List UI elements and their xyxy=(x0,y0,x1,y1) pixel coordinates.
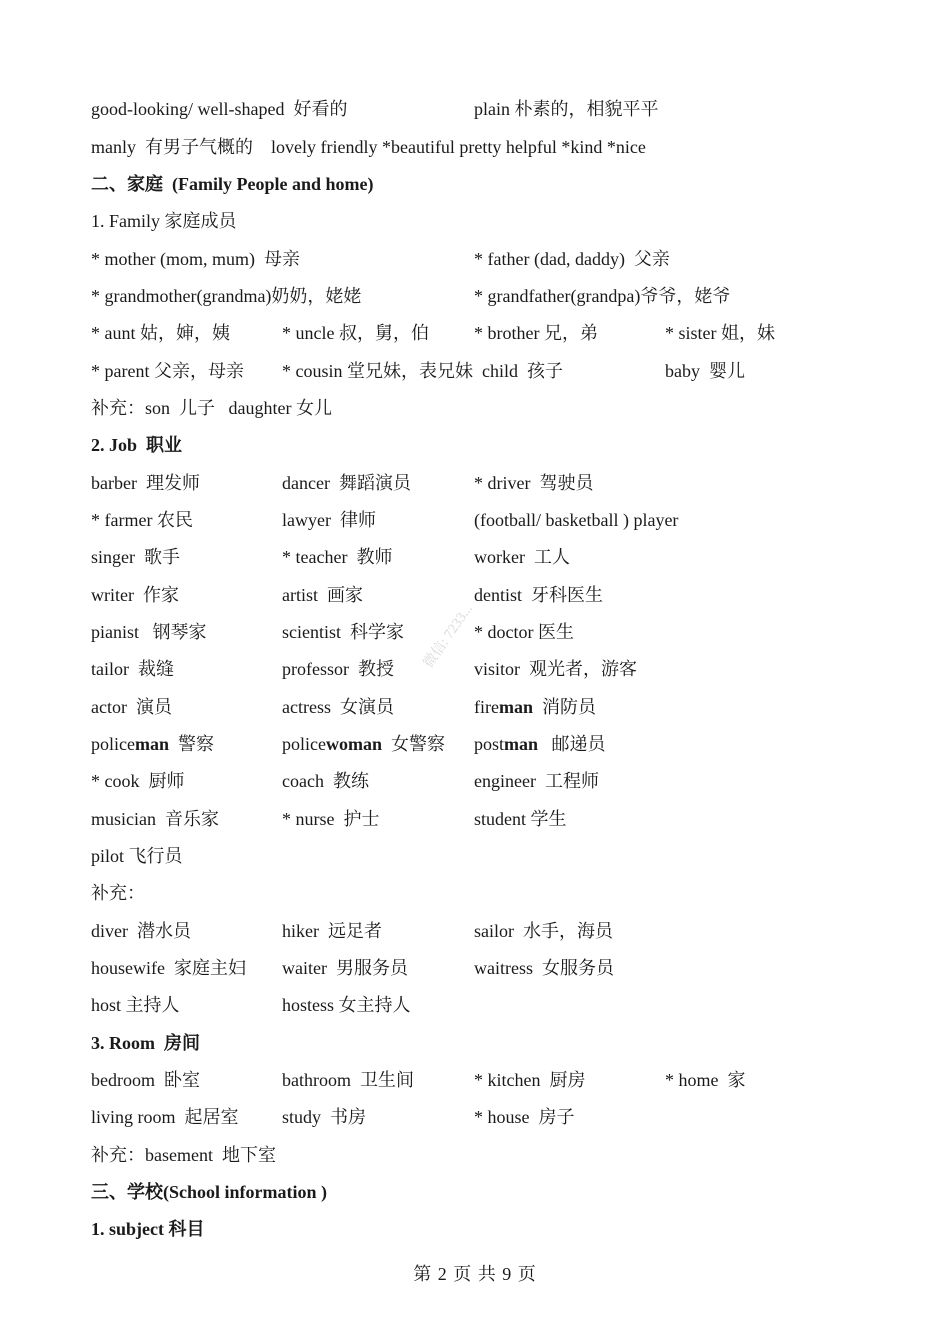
vocab-study: study 书房 xyxy=(282,1107,367,1127)
vocab-mother: * mother (mom, mum) 母亲 xyxy=(91,249,300,269)
vocab-worker: worker 工人 xyxy=(474,547,570,567)
vocab-driver: * driver 驾驶员 xyxy=(474,473,594,493)
vocab-artist: artist 画家 xyxy=(282,585,363,605)
vocab-parent: * parent 父亲，母亲 xyxy=(91,361,244,381)
vocab-tailor: tailor 裁缝 xyxy=(91,659,174,679)
policeman-prefix: police xyxy=(91,734,135,754)
vocab-player: (football/ basketball ) player xyxy=(474,510,679,530)
vocab-manly-adjectives: manly 有男子气概的 lovely friendly *beautiful pretty helpful *kind *nice xyxy=(91,137,646,157)
vocab-policeman xyxy=(91,731,214,757)
vocab-singer: singer 歌手 xyxy=(91,547,180,567)
vocab-musician: musician 音乐家 xyxy=(91,809,219,829)
vocab-bedroom: bedroom 卧室 xyxy=(91,1070,200,1090)
vocab-pianist: pianist 钢琴家 xyxy=(91,622,207,642)
vocab-professor: professor 教授 xyxy=(282,659,394,679)
vocab-hiker: hiker 远足者 xyxy=(282,921,382,941)
page-footer: 第 2 页 共 9 页 xyxy=(413,1264,537,1284)
vocab-visitor: visitor 观光者，游客 xyxy=(474,659,638,679)
vocab-waitress: waitress 女服务员 xyxy=(474,958,614,978)
vocab-diver: diver 潜水员 xyxy=(91,921,191,941)
vocab-grandfather: * grandfather(grandpa)爷爷，姥爷 xyxy=(474,286,731,306)
vocab-cook: * cook 厨师 xyxy=(91,771,185,791)
policewoman-prefix: police xyxy=(282,734,326,754)
vocab-teacher: * teacher 教师 xyxy=(282,547,393,567)
vocab-scientist: scientist 科学家 xyxy=(282,622,404,642)
section-title-family: 二、家庭 (Family People and home) xyxy=(91,174,374,194)
policeman-suffix-bold: man xyxy=(134,734,169,754)
vocab-living-room: living room 起居室 xyxy=(91,1107,239,1127)
vocab-lawyer: lawyer 律师 xyxy=(282,510,376,530)
vocab-farmer: * farmer 农民 xyxy=(91,510,193,530)
vocab-bathroom: bathroom 卫生间 xyxy=(282,1070,414,1090)
vocab-cousin-child: * cousin 堂兄妹，表兄妹 child 孩子 xyxy=(282,361,563,381)
vocab-postman xyxy=(474,731,606,757)
vocab-house: * house 房子 xyxy=(474,1107,575,1127)
fireman-meaning: 消防员 xyxy=(533,697,596,717)
watermark: 微信: 7233... xyxy=(421,601,476,671)
vocab-housewife: housewife 家庭主妇 xyxy=(91,958,246,978)
vocab-coach: coach 教练 xyxy=(282,771,369,791)
vocab-host: host 主持人 xyxy=(91,995,180,1015)
vocab-waiter: waiter 男服务员 xyxy=(282,958,408,978)
subheading-room-title: 3. Room 房间 xyxy=(91,1033,200,1053)
vocab-sister: * sister 姐，妹 xyxy=(665,323,775,343)
supplement-basement: 补充：basement 地下室 xyxy=(91,1145,276,1165)
vocab-dentist: dentist 牙科医生 xyxy=(474,585,603,605)
section-title-school: 三、学校(School information ) xyxy=(91,1182,327,1202)
supplement-son-daughter: 补充：son 儿子 daughter 女儿 xyxy=(91,398,332,418)
postman-prefix: post xyxy=(474,734,505,754)
fireman-prefix: fire xyxy=(474,697,499,717)
vocab-barber: barber 理发师 xyxy=(91,473,200,493)
vocab-actor: actor 演员 xyxy=(91,697,172,717)
vocab-pilot: pilot 飞行员 xyxy=(91,846,183,866)
policewoman-suffix-bold: woman xyxy=(325,734,382,754)
subheading-job-title: 2. Job 职业 xyxy=(91,435,183,455)
vocab-uncle: * uncle 叔，舅，伯 xyxy=(282,323,429,343)
policewoman-meaning: 女警察 xyxy=(382,734,445,754)
vocab-engineer: engineer 工程师 xyxy=(474,771,599,791)
postman-suffix-bold: man xyxy=(504,734,539,754)
vocab-baby: baby 婴儿 xyxy=(665,361,745,381)
vocab-sailor: sailor 水手，海员 xyxy=(474,921,613,941)
vocab-father: * father (dad, daddy) 父亲 xyxy=(474,249,670,269)
policeman-meaning: 警察 xyxy=(169,734,214,754)
vocab-writer: writer 作家 xyxy=(91,585,179,605)
vocab-grandmother: * grandmother(grandma)奶奶，姥姥 xyxy=(91,286,362,306)
subheading-subject-title: 1. subject 科目 xyxy=(91,1219,205,1239)
vocab-hostess: hostess 女主持人 xyxy=(282,995,411,1015)
vocab-dancer: dancer 舞蹈演员 xyxy=(282,473,411,493)
postman-meaning: 邮递员 xyxy=(538,734,606,754)
supplement-label: 补充： xyxy=(91,883,145,903)
vocab-home: * home 家 xyxy=(665,1070,746,1090)
subheading-family-members: 1. Family 家庭成员 xyxy=(91,211,237,231)
vocab-actress: actress 女演员 xyxy=(282,697,394,717)
vocab-kitchen: * kitchen 厨房 xyxy=(474,1070,586,1090)
vocab-fireman xyxy=(474,694,596,720)
vocab-doctor: * doctor 医生 xyxy=(474,622,574,642)
vocab-policewoman xyxy=(282,731,445,757)
vocab-brother: * brother 兄，弟 xyxy=(474,323,598,343)
fireman-suffix-bold: man xyxy=(498,697,533,717)
vocab-plain: plain 朴素的，相貌平平 xyxy=(474,99,659,119)
vocab-aunt: * aunt 姑，婶，姨 xyxy=(91,323,230,343)
vocab-student: student 学生 xyxy=(474,809,567,829)
vocab-good-looking: good-looking/ well-shaped 好看的 xyxy=(91,99,348,119)
vocab-nurse: * nurse 护士 xyxy=(282,809,380,829)
